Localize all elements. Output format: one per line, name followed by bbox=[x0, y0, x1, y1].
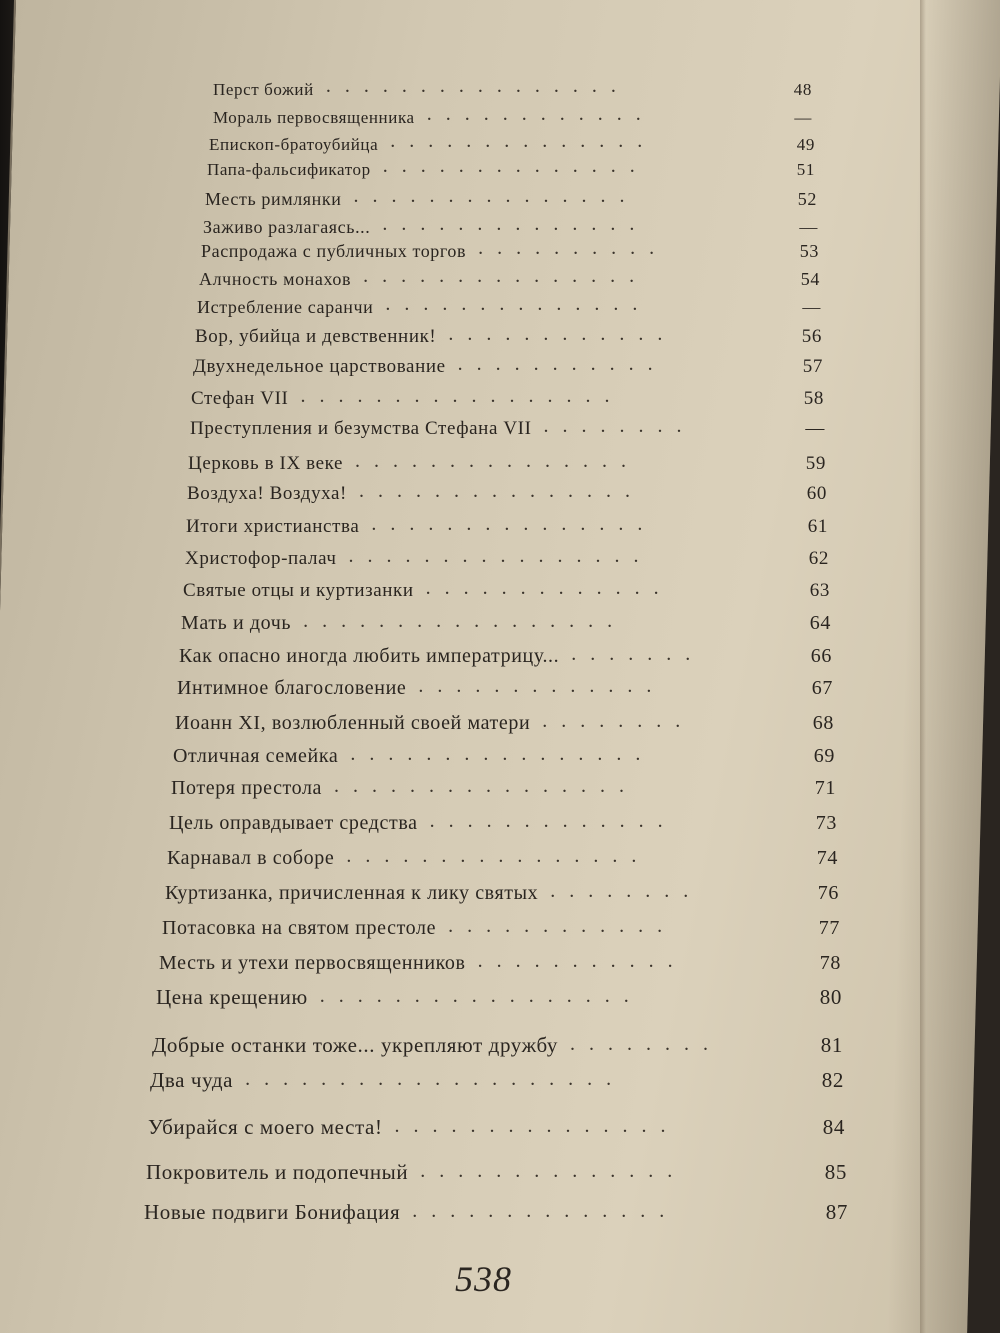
toc-entry-page: 71 bbox=[814, 777, 836, 799]
toc-entry-page: 73 bbox=[815, 812, 837, 834]
toc-entry bbox=[150, 1059, 844, 1093]
dot-leader: .............. bbox=[382, 213, 649, 235]
dot-leader: ............... bbox=[394, 1115, 680, 1137]
toc-entry-page: 60 bbox=[806, 483, 827, 504]
dot-leader: ................. bbox=[303, 610, 627, 632]
dot-leader: ........... bbox=[477, 950, 687, 972]
toc-entry-title: Добрые останки тоже... укрепляют дружбу bbox=[152, 1033, 559, 1057]
dot-leader: ............... bbox=[355, 450, 641, 472]
toc-entry-title: Интимное благословение bbox=[177, 677, 407, 699]
toc-entry-title: Алчность монахов bbox=[199, 269, 352, 289]
toc-entry bbox=[193, 344, 823, 378]
dot-leader: .......... bbox=[478, 237, 669, 259]
toc-entry-page: 64 bbox=[809, 612, 831, 634]
dot-leader: ............ bbox=[426, 103, 655, 125]
toc-entry-title: Отличная семейка bbox=[173, 745, 339, 767]
dot-leader: ............... bbox=[353, 185, 639, 207]
toc-entry-page: — bbox=[802, 297, 821, 317]
toc-entry-title: Истребление саранчи bbox=[197, 297, 374, 317]
toc-entry bbox=[144, 1191, 848, 1225]
toc-entry-title: Цена крещению bbox=[156, 985, 308, 1009]
dot-leader: ............. bbox=[425, 577, 673, 599]
dot-leader: ................ bbox=[346, 845, 651, 867]
toc-entry-page: 77 bbox=[818, 917, 840, 939]
toc-entry-title: Епископ-братоубийца bbox=[209, 135, 379, 154]
toc-entry-title: Новые подвиги Бонифация bbox=[144, 1200, 401, 1224]
toc-entry-page: 78 bbox=[819, 952, 841, 974]
toc-entry-title: Двухнедельное царствование bbox=[193, 356, 446, 377]
toc-entry bbox=[190, 406, 825, 440]
toc-entry bbox=[148, 1106, 845, 1140]
toc-entry-title: Месть римлянки bbox=[205, 189, 342, 209]
toc-entry bbox=[167, 836, 838, 870]
dot-leader: ................ bbox=[325, 75, 630, 97]
dot-leader: ....... bbox=[571, 643, 705, 665]
toc-entry-title: Распродажа с публичных торгов bbox=[201, 241, 467, 261]
toc-entry bbox=[146, 1151, 847, 1185]
toc-entry-page: 63 bbox=[809, 580, 830, 601]
toc-entry-page: 69 bbox=[813, 745, 835, 767]
dot-leader: ............. bbox=[429, 810, 677, 832]
toc-entry-page: 85 bbox=[824, 1160, 847, 1184]
toc-entry bbox=[175, 701, 834, 735]
toc-entry-page: 56 bbox=[801, 326, 822, 347]
toc-entry bbox=[165, 871, 839, 905]
toc-entry-title: Папа-фальсификатор bbox=[207, 160, 371, 179]
toc-entry-title: Перст божий bbox=[213, 80, 314, 99]
toc-entry bbox=[197, 284, 821, 318]
dot-leader: .............. bbox=[390, 130, 657, 152]
toc-entry bbox=[207, 146, 815, 180]
toc-entry-title: Вор, убийца и девственник! bbox=[195, 326, 437, 347]
toc-entry-page: 57 bbox=[802, 356, 823, 377]
toc-entry-title: Итоги христианства bbox=[186, 516, 360, 537]
toc-entry-page: 84 bbox=[822, 1115, 845, 1139]
toc-entry bbox=[186, 504, 828, 538]
toc-entry-page: 67 bbox=[811, 677, 833, 699]
toc-entry-page: 76 bbox=[817, 882, 839, 904]
dot-leader: ............... bbox=[371, 513, 657, 535]
toc-entry-title: Заживо разлагаясь... bbox=[203, 217, 371, 237]
toc-entry-page: — bbox=[805, 418, 825, 439]
dot-leader: ............ bbox=[448, 323, 677, 345]
toc-entry-title: Месть и утехи первосвященников bbox=[159, 952, 466, 974]
toc-entry bbox=[171, 766, 836, 800]
toc-entry bbox=[185, 536, 829, 570]
toc-entry-page: 81 bbox=[820, 1033, 843, 1057]
toc-entry-page: 54 bbox=[800, 269, 820, 289]
toc-entry bbox=[177, 666, 833, 700]
toc-entry-page: 74 bbox=[816, 847, 838, 869]
toc-entry-title: Покровитель и подопечный bbox=[146, 1160, 409, 1184]
toc-entry bbox=[191, 376, 824, 410]
dot-leader: .................... bbox=[245, 1068, 626, 1090]
dot-leader: ............... bbox=[363, 265, 649, 287]
dot-leader: ................. bbox=[300, 385, 624, 407]
toc-entry-page: 82 bbox=[821, 1068, 844, 1092]
toc-entry-page: 59 bbox=[805, 453, 826, 474]
toc-entry-page: 58 bbox=[803, 388, 824, 409]
toc-entry-title: Карнавал в соборе bbox=[167, 847, 335, 869]
dot-leader: .............. bbox=[412, 1200, 679, 1222]
toc-entry-title: Церковь в IX веке bbox=[188, 453, 344, 474]
toc-entry-title: Стефан VII bbox=[191, 388, 289, 409]
toc-entry-title: Как опасно иногда любить императрицу... bbox=[179, 645, 560, 667]
toc-entry-page: 48 bbox=[793, 80, 812, 99]
toc-entry-page: — bbox=[799, 217, 818, 237]
toc-entry bbox=[156, 976, 842, 1010]
dot-leader: ........ bbox=[570, 1033, 723, 1055]
dot-leader: .............. bbox=[385, 293, 652, 315]
toc-entry-title: Преступления и безумства Стефана VII bbox=[190, 418, 532, 439]
toc-entry-title: Мораль первосвященника bbox=[213, 108, 415, 127]
dot-leader: .............. bbox=[420, 1160, 687, 1182]
toc-entry-title: Куртизанка, причисленная к лику святых bbox=[165, 882, 539, 904]
toc-entry-title: Мать и дочь bbox=[181, 612, 292, 634]
toc-entry-title: Христофор-палач bbox=[185, 548, 337, 569]
toc-entry-page: 53 bbox=[799, 241, 819, 261]
toc-entry bbox=[187, 471, 827, 505]
toc-entry bbox=[181, 601, 831, 635]
toc-entry-title: Потеря престола bbox=[171, 777, 323, 799]
toc-entry-page: 68 bbox=[812, 712, 834, 734]
dot-leader: ............. bbox=[418, 675, 666, 697]
toc-entry-page: — bbox=[794, 108, 812, 127]
toc-entry bbox=[195, 314, 822, 348]
toc-entry-title: Потасовка на святом престоле bbox=[162, 917, 437, 939]
toc-entry-page: 52 bbox=[797, 189, 817, 209]
toc-entry-title: Иоанн XI, возлюбленный своей матери bbox=[175, 712, 531, 734]
dot-leader: ........ bbox=[550, 880, 703, 902]
toc-entry-page: 62 bbox=[808, 548, 829, 569]
toc-entry-title: Два чуда bbox=[150, 1068, 234, 1092]
dot-leader: .............. bbox=[382, 155, 649, 177]
dot-leader: ................ bbox=[334, 775, 639, 797]
toc-entry-title: Цель оправдывает средства bbox=[169, 812, 418, 834]
toc-entry-page: 49 bbox=[796, 135, 815, 154]
toc-entry-page: 61 bbox=[807, 516, 828, 537]
toc-entry bbox=[173, 734, 835, 768]
toc-entry bbox=[169, 801, 837, 835]
toc-entry bbox=[179, 634, 832, 668]
toc-entry-page: 66 bbox=[810, 645, 832, 667]
toc-entry bbox=[162, 906, 840, 940]
toc-entry-title: Воздуха! Воздуха! bbox=[187, 483, 347, 504]
toc-entry bbox=[159, 941, 841, 975]
toc-entry-title: Святые отцы и куртизанки bbox=[183, 580, 414, 601]
dot-leader: ................. bbox=[319, 985, 643, 1007]
toc-entry-title: Убирайся с моего места! bbox=[148, 1115, 383, 1139]
toc-entry-page: 87 bbox=[825, 1200, 848, 1224]
dot-leader: ........ bbox=[543, 415, 696, 437]
dot-leader: ............ bbox=[448, 915, 677, 937]
toc-entry-page: 80 bbox=[819, 985, 842, 1009]
dot-leader: ................ bbox=[350, 743, 655, 765]
dot-leader: ................ bbox=[348, 545, 653, 567]
toc-entry bbox=[152, 1024, 843, 1058]
page-number: 538 bbox=[455, 1259, 512, 1299]
dot-leader: ........... bbox=[457, 353, 667, 375]
dot-leader: ........ bbox=[542, 710, 695, 732]
toc-entry bbox=[188, 441, 826, 475]
toc-entry-page: 51 bbox=[796, 160, 815, 179]
toc-entry bbox=[183, 568, 830, 602]
dot-leader: ............... bbox=[358, 480, 644, 502]
